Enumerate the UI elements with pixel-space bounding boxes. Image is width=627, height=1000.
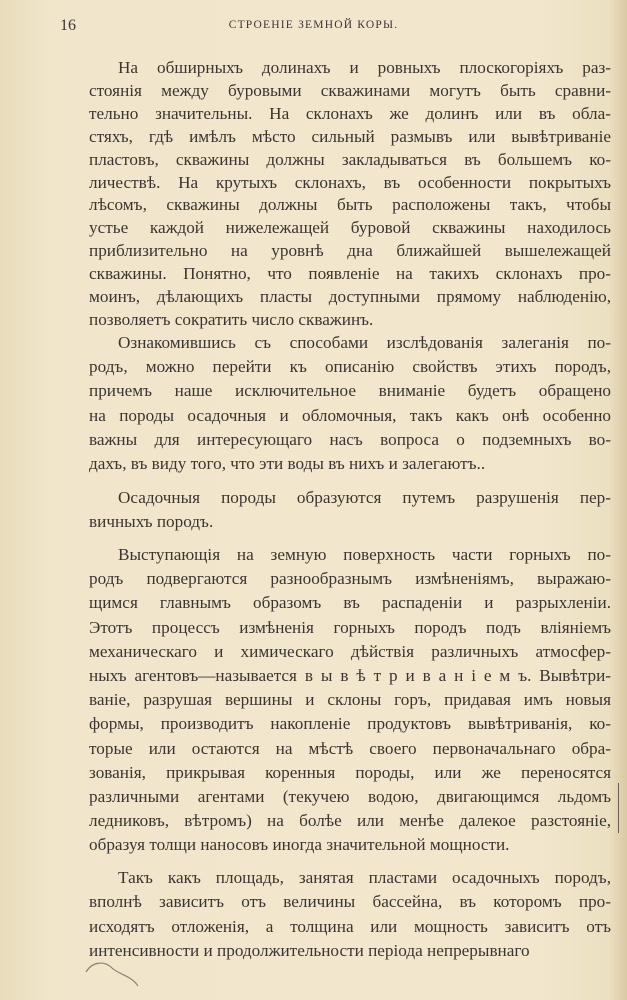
text-line: Этотъ процессъ измѣненія горныхъ породъ подъ вліяніемъ	[89, 617, 611, 637]
text-line: вичныхъ породъ.	[89, 512, 214, 532]
text-line: пластовъ, скважины должны закладываться въ большемъ ко-	[89, 149, 611, 169]
text-line: приблизительно на уровнѣ дна ближайшей вышележащей	[89, 241, 611, 261]
text-line: устье каждой нижележащей буровой скважины находилось	[89, 218, 611, 238]
pencil-mark	[82, 950, 142, 990]
text-line: Такъ какъ площадь, занятая пластами осадочныхъ породъ,	[118, 868, 611, 887]
page-edge-mark	[618, 783, 619, 833]
text-line: позволяетъ сократить число скважинъ.	[89, 309, 374, 329]
text-line: щимся главнымъ образомъ въ распаденіи и разрыхленіи.	[89, 593, 611, 613]
text-line: Выступающія на земную поверхность части горныхъ по-	[118, 545, 611, 564]
text-line: важны для интересующаго насъ вопроса о подземныхъ во-	[89, 429, 611, 449]
text-line: на породы осадочныя и обломочныя, такъ какъ онѣ особенно	[89, 405, 611, 425]
text-line: формы, производитъ накопленіе продуктовъ вывѣтриванія, ко-	[89, 714, 611, 734]
text-line: исходятъ отложенія, а толщина или мощность зависитъ отъ	[89, 916, 611, 936]
text-line: ваніе, разрушая вершины и склоны горъ, придавая имъ новыя	[89, 690, 611, 710]
text-line: родъ подвергаются разнообразнымъ измѣненіямъ, выражаю-	[89, 569, 611, 589]
text-line: тельно значительны. На склонахъ же долинъ или въ обла-	[89, 103, 611, 123]
text-line: ныхъ агентовъ—называется в ы в ѣ т р и в а н і е м ъ. Вывѣтри-	[89, 666, 611, 685]
text-line: личествѣ. На крутыхъ склонахъ, въ особенности покрытыхъ	[89, 172, 611, 192]
text-line: дахъ, въ виду того, что эти воды въ нихъ и залегаютъ..	[89, 454, 486, 473]
text-line: стоянія между буровыми скважинами могутъ быть сравни-	[89, 80, 611, 100]
text-line: Ознакомившись съ способами изслѣдованія залеганія по-	[118, 333, 611, 352]
text-line: образуя толщи наносовъ иногда значительной мощности.	[89, 835, 510, 855]
text-line: причемъ наше исключительное вниманіе будетъ обращено	[89, 381, 611, 401]
text-line: механическаго и химическаго дѣйствія различныхъ атмосфер-	[89, 641, 611, 661]
text-line: зованія, прикрывая коренныя породы, или же переносятся	[89, 762, 611, 782]
text-line: моинъ, дѣлающихъ пласты доступными прямому наблюденію,	[89, 287, 611, 306]
text-line: лѣсомъ, скважины должны быть расположены такъ, чтобы	[89, 195, 611, 215]
text-line: Осадочныя породы образуются путемъ разрушенія пер-	[118, 488, 611, 507]
text-line: родъ, можно перейти къ описанію свойствъ этихъ породъ,	[89, 357, 611, 377]
text-line: интенсивности и продолжительности періода непрерывнаго	[89, 941, 530, 961]
text-line: торые или остаются на мѣстѣ своего первоначальнаго обра-	[89, 738, 611, 758]
text-line: ледниковъ, вѣтромъ) на болѣе или менѣе далекое разстояніе,	[89, 811, 611, 831]
page-number: 16	[60, 17, 76, 34]
text-line: стяхъ, гдѣ имѣлъ мѣсто сильный размывъ или вывѣтриваніе	[89, 126, 611, 146]
text-line: скважины. Понятно, что появленіе на такихъ склонахъ про-	[89, 264, 611, 284]
text-line: вполнѣ зависитъ отъ величины бассейна, въ которомъ про-	[89, 892, 611, 912]
text-line: различными агентами (текучею водою, двигающимся льдомъ	[89, 787, 611, 806]
running-title: СТРОЕНІЕ ЗЕМНОЙ КОРЫ.	[228, 19, 399, 31]
text-line: На обширныхъ долинахъ и ровныхъ плоскогоріяхъ раз-	[118, 58, 611, 77]
